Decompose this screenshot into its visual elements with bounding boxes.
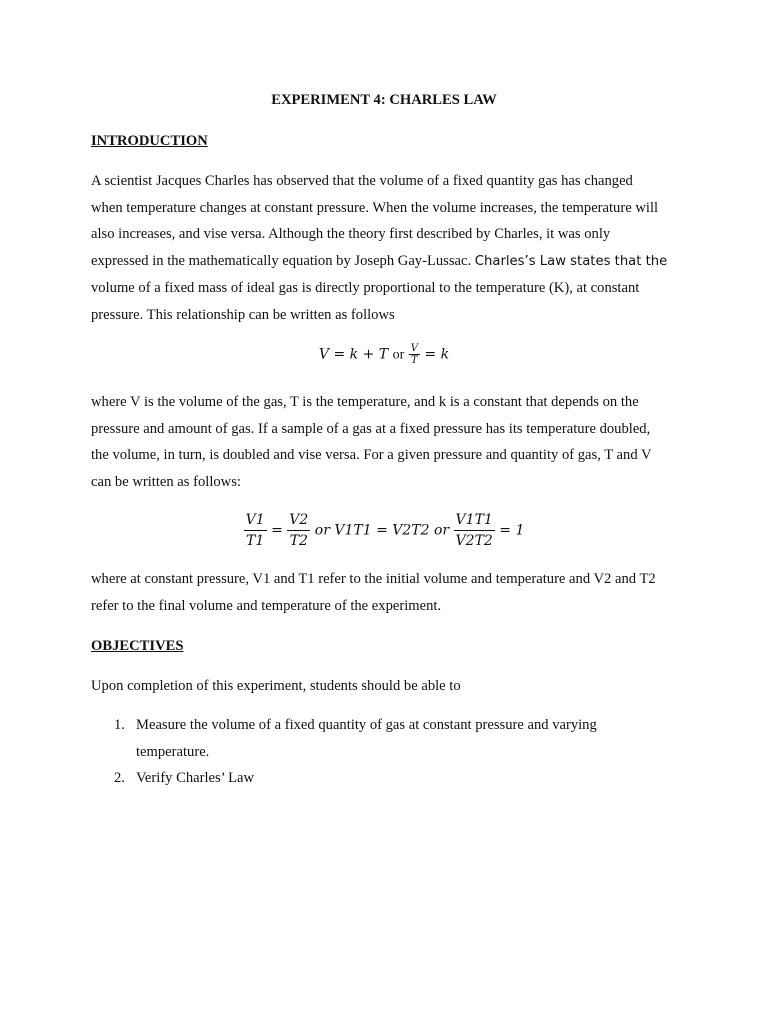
equation-left: V = k + T: [318, 346, 389, 363]
fraction-denominator: T1: [246, 533, 265, 549]
fraction-denominator: T: [410, 355, 418, 366]
fraction-numerator: V: [410, 343, 418, 354]
list-item-number: 2.: [114, 770, 125, 787]
text-line: when temperature changes at constant pressure. When the volume increases, the temperature will: [91, 199, 659, 216]
equation-right: = 1: [499, 522, 525, 539]
equation-right: = k: [424, 346, 450, 363]
text-line: Verify Charles’ Law: [136, 770, 255, 787]
equals-sign: =: [271, 522, 283, 539]
equation-middle: or V1T1 = V2T2 or: [314, 522, 450, 539]
text-line: A scientist Jacques Charles has observed that the volume of a fixed quantity gas has changed: [91, 173, 633, 189]
text-line: refer to the final volume and temperature of the experiment.: [91, 597, 442, 614]
text-line: Measure the volume of a fixed quantity of gas at constant pressure and varying: [136, 717, 597, 733]
text-line: can be written as follows:: [91, 473, 241, 490]
text-line: volume of a fixed mass of ideal gas is directly proportional to the temperature (K), at constant: [91, 280, 640, 297]
text-segment: expressed in the mathematically equation by Joseph Gay-Lussac.: [91, 252, 472, 269]
text-line: pressure. This relationship can be written as follows: [91, 306, 395, 323]
intro-paragraph-1: [91, 168, 691, 329]
list-item: [91, 765, 691, 792]
fraction-v-over-t: [409, 343, 420, 366]
objectives-list: [91, 712, 691, 792]
equation-charles-law: [0, 343, 768, 366]
intro-paragraph-2: [91, 389, 691, 495]
list-item: [91, 712, 691, 765]
fraction-numerator: V1: [244, 510, 267, 531]
fraction-numerator: V2: [287, 510, 310, 531]
text-line: pressure and amount of gas. If a sample of a gas at a fixed pressure has its temperature doubled,: [91, 420, 651, 437]
objectives-lead: [91, 673, 691, 700]
list-item-number: 1.: [114, 717, 125, 733]
text-line: where V is the volume of the gas, T is the temperature, and k is a constant that depends on the: [91, 394, 639, 410]
equation-combined: [0, 510, 768, 551]
equation-or: or: [392, 347, 405, 363]
text-line: [91, 248, 691, 276]
fraction-v1t1-over-v2t2: [454, 510, 495, 551]
text-segment-sans: Charles’s Law states that the: [474, 253, 668, 269]
text-line: also increases, and vise versa. Although the theory first described by Charles, it was only: [91, 226, 611, 243]
fraction-numerator: V1T1: [454, 510, 495, 531]
introduction-heading: INTRODUCTION: [91, 133, 208, 149]
fraction-v1-over-t1: [244, 510, 267, 551]
text-line: Upon completion of this experiment, students should be able to: [91, 678, 461, 694]
intro-paragraph-3: [91, 566, 691, 619]
text-line: temperature.: [136, 743, 210, 760]
text-line: the volume, in turn, is doubled and vise versa. For a given pressure and quantity of gas, T and V: [91, 447, 652, 464]
fraction-v2-over-t2: [287, 510, 310, 551]
fraction-denominator: T2: [289, 533, 308, 549]
fraction-denominator: V2T2: [455, 533, 493, 549]
objectives-heading: OBJECTIVES: [91, 638, 184, 654]
text-line: where at constant pressure, V1 and T1 refer to the initial volume and temperature and V2 and T2: [91, 571, 656, 587]
document-title: EXPERIMENT 4: CHARLES LAW: [271, 92, 497, 108]
